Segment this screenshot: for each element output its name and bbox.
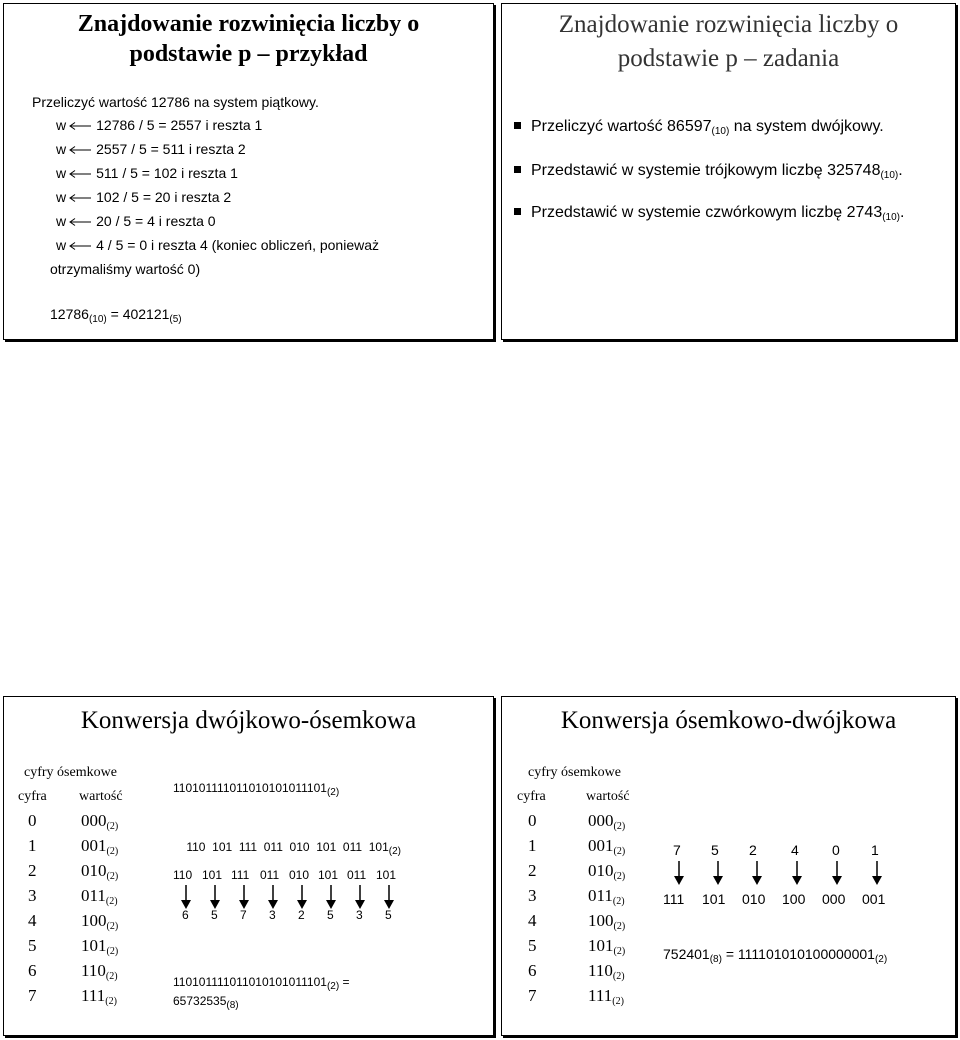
task-item: Przedstawić w systemie trójkowym liczbę $325748_{(10)}$. — [514, 162, 903, 180]
octal-digit: 4 — [791, 842, 799, 858]
octal-digit: 5 — [211, 908, 218, 922]
table-digit: 3 — [528, 886, 537, 905]
bit-group: 111 — [663, 891, 685, 907]
table-value: $000_{(2)}$ — [588, 811, 626, 832]
step-line: w 4 / 5 = 0 i reszta 4 (koniec obliczeń, ponieważ — [56, 237, 380, 253]
square-bullet-icon — [514, 122, 521, 129]
left-arrow-icon — [68, 121, 92, 131]
table-value: $001_{(2)}$ — [588, 836, 626, 857]
down-arrow-icon — [832, 861, 842, 885]
slide-title-line1: Znajdowanie rozwinięcia liczby o — [77, 11, 420, 37]
final-binary: $110101111011010101011101_{(2)}$ = — [173, 975, 350, 992]
step-line: w 102 / 5 = 20 i reszta 2 — [56, 189, 232, 205]
table-header-value: wartość — [79, 789, 123, 804]
table-digit: 1 — [528, 836, 537, 855]
bit-group: 011 — [260, 868, 280, 882]
slide-bin-to-oct — [3, 696, 494, 1036]
slide-base-p-tasks — [501, 3, 956, 340]
table-digit: 2 — [528, 861, 537, 880]
down-arrow-icon — [239, 885, 249, 909]
table-value: $101_{(2)}$ — [81, 936, 119, 957]
table-digit: 3 — [28, 886, 37, 905]
slide-title-line2: podstawie p – przykład — [129, 41, 368, 67]
octal-digit: 0 — [832, 842, 840, 858]
left-arrow-icon — [68, 193, 92, 203]
octal-digit: 3 — [356, 908, 363, 922]
down-arrow-icon — [355, 885, 365, 909]
table-value: $110_{(2)}$ — [81, 961, 118, 982]
final-result: $752401_{(8)} = 111101010100000001_{(2)}$ — [663, 946, 888, 965]
table-value: $111_{(2)}$ — [588, 986, 624, 1007]
bit-group: 100 — [782, 891, 806, 907]
slide-title: Konwersja ósemkowo-dwójkowa — [560, 707, 897, 734]
down-arrow-icon — [713, 861, 723, 885]
down-arrow-icon — [297, 885, 307, 909]
table-value: $001_{(2)}$ — [81, 836, 119, 857]
table-digit: 7 — [28, 986, 37, 1005]
slide-title-line2: podstawie p – zadania — [617, 45, 840, 72]
down-arrow-icon — [326, 885, 336, 909]
step-line: w 12786 / 5 = 2557 i reszta 1 — [56, 117, 263, 133]
slide-oct-to-bin — [501, 696, 956, 1036]
octal-digit: 1 — [871, 842, 879, 858]
table-digit: 0 — [28, 811, 37, 830]
down-arrow-icon — [268, 885, 278, 909]
table-header-top: cyfry ósemkowe — [24, 765, 117, 780]
left-arrow-icon — [68, 145, 92, 155]
octal-digit: 2 — [749, 842, 757, 858]
table-digit: 4 — [28, 911, 37, 930]
table-value: $000_{(2)}$ — [81, 811, 119, 832]
table-digit: 6 — [28, 961, 37, 980]
down-arrow-icon — [674, 861, 684, 885]
slide-title-line1: Znajdowanie rozwinięcia liczby o — [558, 11, 899, 38]
square-bullet-icon — [514, 166, 521, 173]
intro-text: Przeliczyć wartość 12786 na system piątkowy. — [32, 94, 319, 110]
task-item: Przeliczyć wartość $86597_{(10)}$ na system dwójkowy. — [514, 118, 884, 136]
octal-digit: 7 — [240, 908, 247, 922]
slide-base-p-example — [3, 3, 494, 340]
table-digit: 5 — [528, 936, 537, 955]
table-value: $011_{(2)}$ — [81, 886, 118, 907]
bit-group: 001 — [862, 891, 886, 907]
table-digit: 5 — [28, 936, 37, 955]
step-continuation: otrzymaliśmy wartość 0) — [50, 261, 201, 277]
table-value: $010_{(2)}$ — [81, 861, 119, 882]
bit-group: 010 — [742, 891, 766, 907]
octal-digit: 6 — [182, 908, 189, 922]
bit-group: 101 — [702, 891, 726, 907]
task-item: Przedstawić w systemie czwórkowym liczbę $2743_{(10)}$. — [514, 204, 904, 222]
table-value: $101_{(2)}$ — [588, 936, 626, 957]
octal-digit: 7 — [673, 842, 681, 858]
octal-digit: 3 — [269, 908, 276, 922]
left-arrow-icon — [68, 217, 92, 227]
slide-title: Konwersja dwójkowo-ósemkowa — [80, 707, 417, 734]
result-line: $12786_{(10)} = 402121_{(5)}$ — [50, 306, 182, 325]
table-digit: 4 — [528, 911, 537, 930]
table-header-value: wartość — [586, 789, 630, 804]
down-arrow-icon — [792, 861, 802, 885]
left-arrow-icon — [68, 241, 92, 251]
table-digit: 2 — [28, 861, 37, 880]
bit-group: 011 — [347, 868, 367, 882]
table-header-digit: cyfra — [517, 789, 546, 804]
bit-group: 110 — [173, 868, 193, 882]
down-arrow-icon — [210, 885, 220, 909]
bit-group: 111 — [231, 868, 250, 882]
step-line: w 2557 / 5 = 511 i reszta 2 — [56, 141, 246, 157]
down-arrow-icon — [181, 885, 191, 909]
table-digit: 7 — [528, 986, 537, 1005]
down-arrow-icon — [872, 861, 882, 885]
down-arrow-icon — [752, 861, 762, 885]
table-digit: 6 — [528, 961, 537, 980]
octal-digit: 5 — [711, 842, 719, 858]
binary-number: $110101111011010101011101_{(2)}$ — [173, 781, 340, 798]
bit-group: 010 — [289, 868, 310, 882]
octal-digit: 5 — [385, 908, 392, 922]
table-value: $110_{(2)}$ — [588, 961, 625, 982]
table-digit: 1 — [28, 836, 37, 855]
table-value: $100_{(2)}$ — [81, 911, 119, 932]
step-line: w 20 / 5 = 4 i reszta 0 — [56, 213, 216, 229]
bit-group: 101 — [376, 868, 397, 882]
table-value: $010_{(2)}$ — [588, 861, 626, 882]
final-octal: $65732535_{(8)}$ — [173, 994, 239, 1011]
bit-group: 101 — [202, 868, 223, 882]
left-arrow-icon — [68, 169, 92, 179]
bit-group: 101 — [318, 868, 339, 882]
table-header-digit: cyfra — [18, 789, 47, 804]
table-value: $111_{(2)}$ — [81, 986, 117, 1007]
down-arrow-icon — [384, 885, 394, 909]
table-value: $100_{(2)}$ — [588, 911, 626, 932]
octal-digit: 5 — [327, 908, 334, 922]
octal-digit: 2 — [298, 908, 305, 922]
table-digit: 0 — [528, 811, 537, 830]
table-value: $011_{(2)}$ — [588, 886, 625, 907]
binary-grouped: 110 101 111 011 010 101 011 $101_{(2)}$ — [186, 840, 401, 857]
bit-group: 000 — [822, 891, 846, 907]
table-header-top: cyfry ósemkowe — [528, 765, 621, 780]
square-bullet-icon — [514, 208, 521, 215]
step-line: w 511 / 5 = 102 i reszta 1 — [56, 165, 238, 181]
